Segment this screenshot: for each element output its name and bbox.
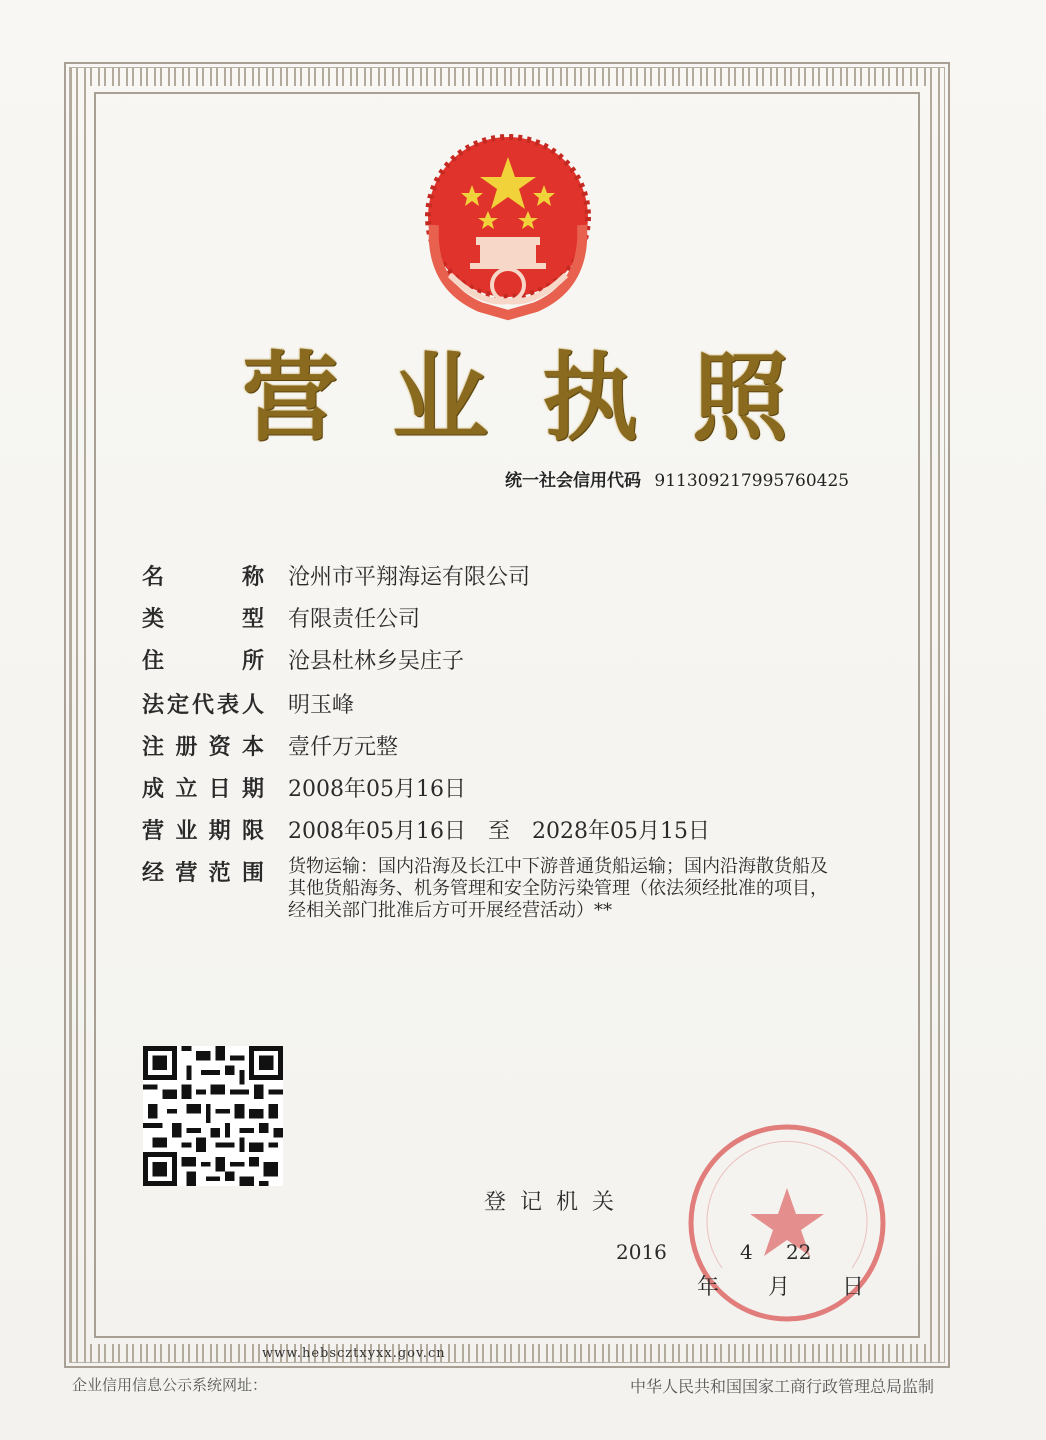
year-unit: 年: [697, 1275, 720, 1300]
system-url: www.hebscztxyxx.gov.cn: [262, 1346, 446, 1361]
field-label: 注 册 资 本: [142, 735, 264, 760]
credit-code-line: [505, 466, 849, 491]
supervisor-text: 中华人民共和国国家工商行政管理总局监制: [630, 1377, 935, 1396]
field-label: 类 型: [142, 607, 264, 632]
system-url-label: 企业信用信息公示系统网址：: [72, 1376, 268, 1394]
field-label: 营 业 期 限: [142, 819, 264, 844]
day-unit: 日: [842, 1275, 865, 1300]
national-emblem-icon: [420, 125, 596, 321]
registration-year: 2016: [616, 1240, 667, 1264]
established-value: 2008年05月16日: [288, 777, 466, 802]
credit-code-label: 统一社会信用代码: [505, 471, 641, 491]
address-value: 沧县杜林乡吴庄子: [288, 649, 465, 674]
title-char: 业: [392, 341, 488, 454]
license-title: [230, 330, 800, 454]
registration-authority-label: 登记机关: [484, 1190, 629, 1215]
month-unit: 月: [768, 1275, 791, 1300]
qr-code-icon: [143, 1046, 283, 1186]
title-char: 执: [542, 341, 638, 454]
registration-day: 22: [786, 1240, 812, 1264]
company-name-value: 沧州市平翔海运有限公司: [288, 565, 531, 590]
scope-value: 货物运输：国内沿海及长江中下游普通货船运输；国内沿海散货船及其他货船海务、机务管理和安全防污染管理（依法须经批准的项目，经相关部门批准后方可开展经营活动）**: [288, 856, 828, 921]
field-label: 法 定 代 表 人: [142, 693, 264, 718]
term-value: 2008年05月16日 至 2028年05月15日: [288, 819, 710, 844]
title-char: 照: [692, 341, 788, 454]
field-label: 成 立 日 期: [142, 777, 264, 802]
company-type-value: 有限责任公司: [288, 607, 421, 632]
title-char: 营: [242, 341, 338, 454]
credit-code-value: 911309217995760425: [654, 471, 850, 491]
capital-value: 壹仟万元整: [288, 735, 399, 760]
field-label: 名 称: [142, 565, 264, 590]
field-label: 经 营 范 围: [142, 861, 264, 886]
field-label: 住 所: [142, 649, 264, 674]
legal-rep-value: 明玉峰: [288, 693, 355, 718]
registration-month: 4: [740, 1240, 753, 1264]
